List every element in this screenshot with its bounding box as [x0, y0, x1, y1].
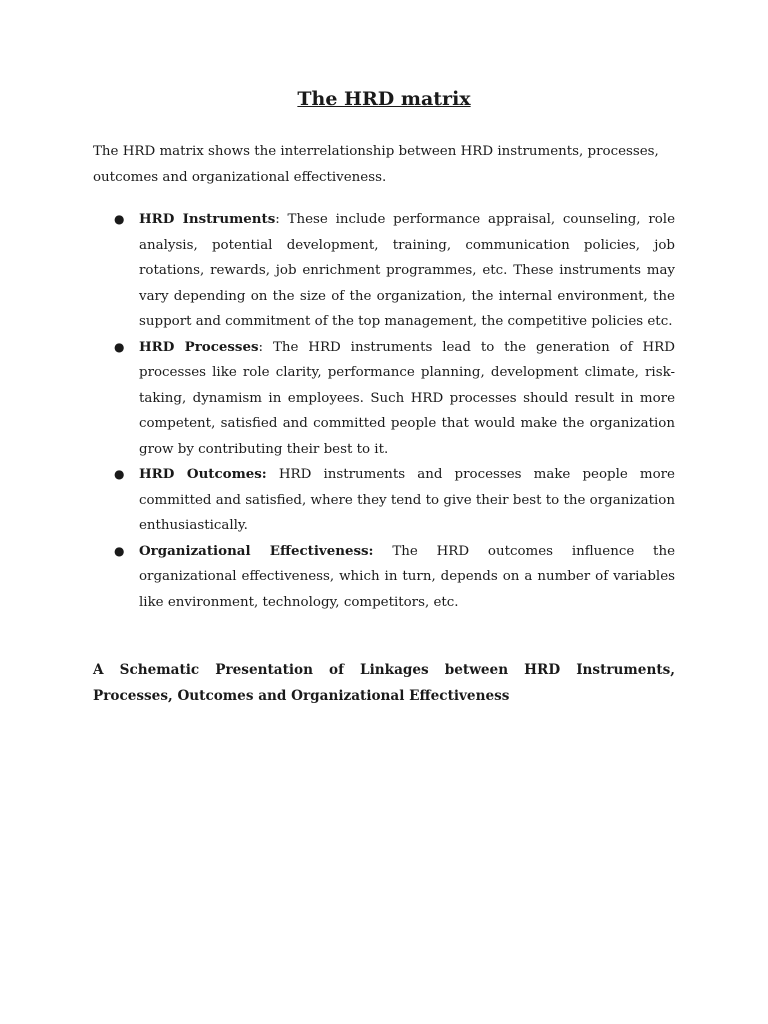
page-title: The HRD matrix [297, 88, 471, 110]
bullet-separator: : [275, 212, 288, 227]
schematic-heading: A Schematic Presentation of Linkages between HRD Instruments, Processes, Outcomes and Organizational Effectiveness [93, 662, 675, 704]
bullet-separator: : [258, 339, 273, 355]
bullet-text: These include performance appraisal, counseling, role analysis, potential development, training, communication policies, job rotations, rewards, job enrichment programmes, etc. These instruments may vary depending on the size of the organization, the internal environment, the support and commitment of the top management, the competitive policies etc. [139, 212, 675, 329]
bullet-icon: ● [114, 467, 125, 481]
bullet-icon: ● [114, 339, 125, 354]
bullet-separator [374, 544, 393, 559]
bullet-term: HRD Outcomes: [139, 466, 267, 482]
bullet-text: The HRD outcomes influence the organizational effectiveness, which in turn, depends on a number of variables like environment, technology, competitors, etc. [139, 543, 675, 610]
bullet-term: HRD Instruments [139, 211, 276, 227]
bullet-item-hrd-processes [114, 335, 676, 463]
bullet-icon: ● [114, 543, 125, 558]
bullet-list [114, 207, 676, 615]
bullet-term: HRD Processes [139, 338, 259, 355]
bullet-item-hrd-outcomes [114, 462, 675, 539]
bullet-text: HRD instruments and processes make people more committed and satisfied, where they tend to give their best to the organization enthusiastically. [139, 467, 675, 533]
intro-paragraph: The HRD matrix shows the interrelationship between HRD instruments, processes, outcomes and organizational effectiveness. [93, 144, 659, 185]
bullet-icon: ● [114, 212, 125, 226]
bullet-separator [267, 467, 279, 482]
bullet-item-hrd-instruments [114, 207, 675, 335]
bullet-item-organizational-effectiveness [114, 539, 675, 616]
bullet-text: The HRD instruments lead to the generation of HRD processes like role clarity, performance planning, development climate, risk-taking, dynamism in employees. Such HRD processes should result in more competent, satisfied and committed people that would make the organization grow by contributing their best to it. [139, 339, 676, 457]
bullet-term: Organizational Effectiveness: [139, 542, 374, 559]
